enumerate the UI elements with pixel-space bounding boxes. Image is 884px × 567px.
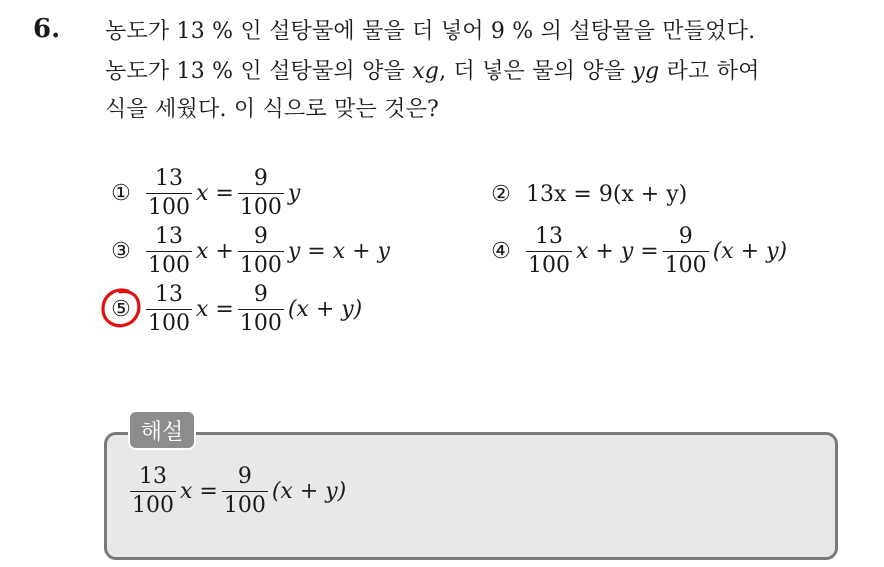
option-1-text-1: x = [196,181,234,206]
denominator: 100 [223,493,266,518]
option-1-fraction-1 [146,168,192,219]
numerator: 9 [678,224,693,249]
solution-equation [128,466,348,517]
solution-text-1: x = [180,479,218,504]
numerator: 9 [253,282,268,307]
denominator: 100 [239,311,282,336]
option-4-fraction-2 [663,226,709,277]
option-3-text-1: x + [196,239,234,264]
option-4[interactable] [490,226,789,277]
question-line-2 [105,54,760,85]
solution-text-2: (x + y) [271,479,347,504]
question-line-1: 농도가 13 % 인 설탕물에 물을 더 넣어 9 % 의 설탕물을 만들었다. [105,19,756,44]
option-5-text-1: x = [196,297,234,322]
option-1[interactable] [110,168,302,219]
denominator: 100 [132,493,174,518]
option-1-fraction-2 [238,168,284,219]
option-4-mark: ④ [491,239,511,264]
solution-label: 해설 [128,410,196,450]
numerator: 13 [535,224,563,249]
option-5-fraction-2 [238,284,284,335]
option-4-fraction-1 [526,226,572,277]
option-3[interactable] [110,226,392,277]
option-3-fraction-2 [238,226,284,277]
option-3-text-2: y = x + y [287,239,390,264]
numerator: 13 [155,282,183,307]
denominator: 100 [148,311,190,336]
option-2-text: 13x = 9(x + y) [526,182,688,207]
numerator: 13 [155,224,183,249]
numerator: 9 [253,166,268,191]
question-line-3: 식을 세웠다. 이 식으로 맞는 것은? [105,97,440,122]
denominator: 100 [239,253,282,278]
option-2-mark: ② [491,182,511,207]
numerator: 9 [253,224,268,249]
option-3-mark: ③ [111,239,131,264]
option-1-text-2: y [287,181,301,206]
question-number: 6. [33,14,61,44]
option-4-text-2: (x + y) [712,239,788,264]
option-5-mark: ⑤ [111,297,131,322]
denominator: 100 [148,195,190,220]
option-5[interactable] [110,284,364,335]
option-2[interactable] [490,182,689,207]
denominator: 100 [148,253,190,278]
question-line-2-text-a: 농도가 13 % 인 설탕물의 양을 [105,59,413,84]
solution-fraction-2 [222,466,268,517]
numerator: 9 [237,464,252,489]
denominator: 100 [239,195,282,220]
variable-y-grams: yg [632,59,660,84]
question-line-2-text-c: 라고 하여 [659,59,760,84]
option-1-mark: ① [111,181,131,206]
option-5-fraction-1 [146,284,192,335]
denominator: 100 [528,253,570,278]
denominator: 100 [664,253,707,278]
option-5-text-2: (x + y) [287,297,363,322]
question-line-2-text-b: , 더 넣은 물의 양을 [439,59,633,84]
variable-x-grams: xg [412,59,440,84]
solution-fraction-1 [130,466,176,517]
numerator: 13 [155,166,183,191]
option-4-text-1: x + y = [576,239,659,264]
option-3-fraction-1 [146,226,192,277]
numerator: 13 [139,464,167,489]
